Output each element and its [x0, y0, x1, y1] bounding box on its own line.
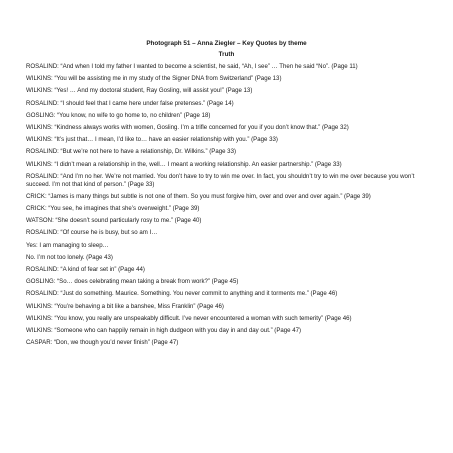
- quote-item: WATSON: “She doesn’t sound particularly rosy to me.” (Page 40): [26, 217, 202, 225]
- quote-item: WILKINS: “I didn’t mean a relationship in the, well… I meant a working relationship. An easier partnership.” (Page 33): [26, 160, 342, 168]
- quote-item: ROSALIND: “And when I told my father I wanted to become a scientist, he said, “Ah, I see” … Then he said “No”. (Page 11): [26, 63, 358, 70]
- quote-item: GOSLING: “You know, no wife to go home to, no children” (Page 18): [26, 111, 211, 119]
- quote-item: GOSLING: “So… does celebrating mean taking a break from work?” (Page 45): [26, 278, 239, 286]
- quote-item: ROSALIND: “Just do something. Maurice. Something. You never commit to anything and it torments me.” (Page 46): [26, 290, 338, 298]
- quote-item: CRICK: “James is many things but subtle is not one of them. So you must forgive him, over and over and over again.” (Page 39): [26, 192, 371, 200]
- quote-item: WILKINS: “Kindness always works with women, Gosling. I’m a trifle concerned for you if you don’t know that.” (Page 32): [26, 124, 349, 132]
- quote-item: WILKINS: “Yes! … And my doctoral student, Ray Gosling, will assist you!” (Page 13): [26, 87, 253, 95]
- document-title: Photograph 51 – Anna Ziegler – Key Quotes by theme: [146, 40, 307, 47]
- quote-item: ROSALIND: “And I’m no her. We’re not married. You don’t have to try to win me over. In fact, you shouldn’t try to win me over because you won’t succeed. I’m not that kind of person.” (Page 33): [26, 172, 415, 188]
- quote-list: [26, 63, 427, 347]
- quote-item: WILKINS: “Someone who can happily remain in high dudgeon with you day in and day out.” (Page 47): [26, 326, 302, 334]
- document-subtitle: Truth: [218, 51, 235, 58]
- quote-item: ROSALIND: “A kind of fear set in” (Page 44): [26, 265, 145, 273]
- quote-item: No. I’m not too lonely. (Page 43): [26, 253, 113, 261]
- quote-item: WILKINS: “It’s just that… I mean, I’d like to… have an easier relationship with you.” (Page 33): [26, 136, 278, 144]
- quote-item: Yes: I am managing to sleep…: [26, 241, 109, 249]
- quote-item: ROSALIND: “But we’re not here to have a relationship, Dr. Wilkins.” (Page 33): [26, 148, 236, 156]
- quote-item: CRICK: “You see, he imagines that she’s overweight.” (Page 39): [26, 204, 200, 212]
- quote-item: CASPAR: “Don, we though you’d never finish” (Page 47): [26, 339, 179, 347]
- quote-item: WILKINS: “You’re behaving a bit like a banshee, Miss Franklin” (Page 46): [26, 302, 224, 310]
- quote-item: ROSALIND: “Of course he is busy, but so am I…: [26, 229, 158, 237]
- quote-item: ROSALIND: “I should feel that I came here under false pretenses.” (Page 14): [26, 99, 234, 107]
- quote-item: WILKINS: “You know, you really are unspeakably difficult. I’ve never encountered a woman with such temerity” (Page 46): [26, 314, 352, 322]
- quote-item: WILKINS: “You will be assisting me in my study of the Signer DNA from Switzerland” (Page 13): [26, 75, 282, 83]
